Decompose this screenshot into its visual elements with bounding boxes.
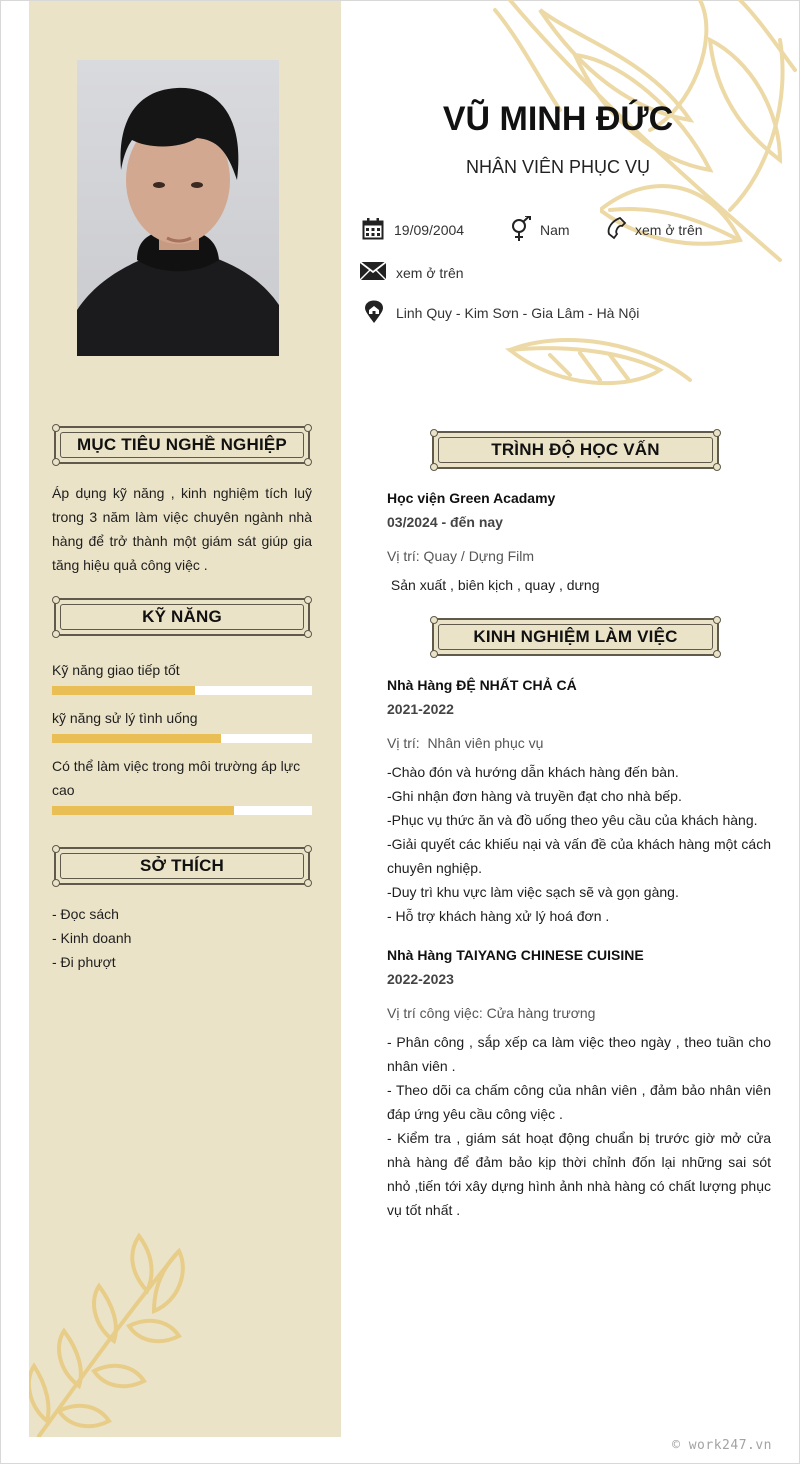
hobby-item: - Kinh doanh [52, 930, 132, 946]
phone-icon [604, 216, 628, 242]
hobbies-heading [54, 847, 310, 885]
objective-text: Áp dụng kỹ năng , kinh nghiệm tích luỹ trong 3 năm làm việc chuyên ngành nhà hàng để trở thành một giám sát giúp gia tăng hiệu quả công việc . [52, 485, 312, 573]
email: xem ở trên [396, 265, 464, 281]
job-position: Vị trí công việc: Cửa hàng trương [387, 1005, 596, 1021]
duty-line: - Phân công , sắp xếp ca làm việc theo ngày , theo tuần cho nhân viên . [387, 1034, 771, 1074]
job-period: 2021-2022 [387, 701, 454, 717]
duty-line: -Chào đón và hướng dẫn khách hàng đến bàn. [387, 764, 679, 780]
footer-watermark: © work247.vn [672, 1438, 772, 1453]
hobbies-title: SỞ THÍCH [139, 856, 225, 875]
job-duties [387, 1030, 771, 1222]
phone: xem ở trên [635, 222, 703, 238]
objective-title: MỤC TIÊU NGHỀ NGHIỆP [77, 435, 287, 454]
candidate-name: VŨ MINH ĐỨC [442, 100, 674, 138]
gender: Nam [540, 222, 570, 238]
profile-photo [77, 60, 279, 356]
envelope-icon [360, 262, 386, 280]
duty-line: - Theo dõi ca chấm công của nhân viên , đảm bảo nhân viên đáp ứng yêu cầu công việc . [387, 1082, 771, 1122]
candidate-role: NHÂN VIÊN PHỤC VỤ [465, 157, 651, 177]
leaf-decoration-bottom [29, 1231, 199, 1437]
job-period: 2022-2023 [387, 971, 454, 987]
hobby-item: - Đọc sách [52, 906, 119, 922]
education-title: TRÌNH ĐỘ HỌC VẤN [491, 440, 660, 459]
skills-heading [54, 598, 310, 636]
duty-line: -Duy trì khu vực làm việc sạch sẽ và gọn gàng. [387, 884, 679, 900]
job-duties [387, 760, 771, 928]
job-company: Nhà Hàng ĐỆ NHẤT CHẢ CÁ [387, 677, 577, 693]
location-icon [364, 300, 384, 324]
duty-line: -Ghi nhận đơn hàng và truyền đạt cho nhà bếp. [387, 788, 682, 804]
skill-bar [52, 686, 312, 695]
skill-label: Kỹ năng giao tiếp tốt [52, 662, 180, 678]
skill-bar-fill [52, 806, 234, 815]
skill-bar [52, 734, 312, 743]
duty-line: -Phục vụ thức ăn và đồ uống theo yêu cầu của khách hàng. [387, 812, 758, 828]
skills-title: KỸ NĂNG [142, 607, 222, 626]
calendar-icon [362, 218, 384, 240]
experience-title: KINH NGHIỆM LÀM VIỆC [473, 627, 678, 646]
school-name: Học viện Green Acadamy [387, 490, 556, 506]
address: Linh Quy - Kim Sơn - Gia Lâm - Hà Nội [396, 305, 640, 321]
job-company: Nhà Hàng TAIYANG CHINESE CUISINE [387, 947, 644, 963]
gender-icon [508, 216, 532, 242]
education-period: 03/2024 - đến nay [387, 514, 503, 530]
duty-line: - Kiểm tra , giám sát hoạt động chuẩn bị trước giờ mở cửa nhà hàng để đảm bảo kịp thời chỉnh đốn lại những sai sót nhỏ ,tiến tới xây dựng hình ảnh nhà hàng có chất lượng phục vụ tốt nhất . [387, 1130, 771, 1218]
skill-label: Có thể làm việc trong môi trường áp lực cao [52, 758, 301, 798]
hobby-item: - Đi phượt [52, 954, 116, 970]
education-heading [432, 431, 719, 469]
skill-bar-fill [52, 686, 195, 695]
birthday: 19/09/2004 [394, 222, 465, 238]
education-position: Vị trí: Quay / Dựng Film [387, 548, 535, 564]
skill-bar [52, 806, 312, 815]
leaf-decoration-middle [500, 335, 700, 395]
skill-label: kỹ năng sử lý tình uống [52, 710, 198, 726]
job-position: Vị trí: Nhân viên phục vụ [387, 735, 544, 751]
skill-bar-fill [52, 734, 221, 743]
duty-line: - Hỗ trợ khách hàng xử lý hoá đơn . [387, 908, 610, 924]
objective-heading [54, 426, 310, 464]
experience-heading [432, 618, 719, 656]
education-detail: Sản xuất , biên kịch , quay , dưng [387, 577, 600, 593]
duty-line: -Giải quyết các khiếu nại và vấn đề của khách hàng một cách chuyên nghiệp. [387, 836, 771, 876]
